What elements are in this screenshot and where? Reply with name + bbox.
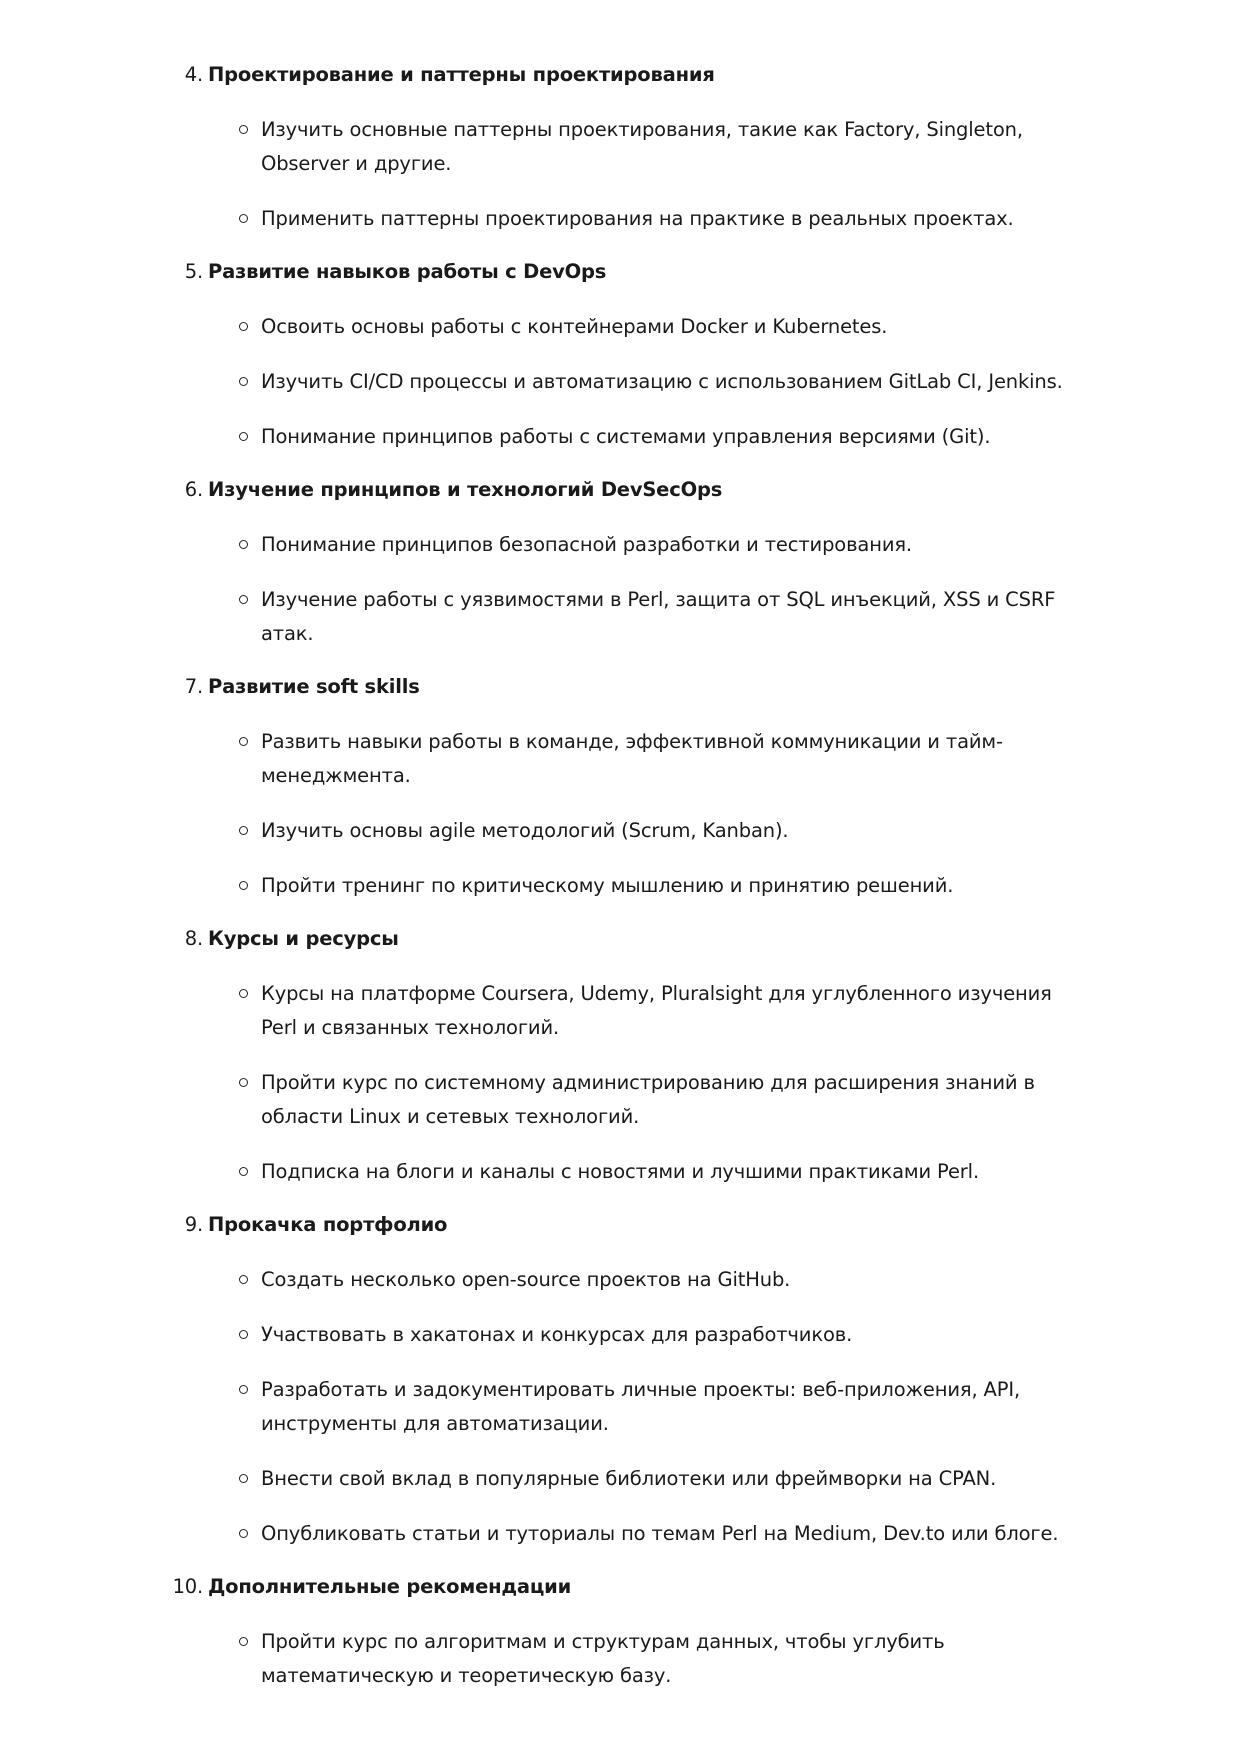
section-number: 4. <box>184 63 203 86</box>
section-title: Изучение принципов и технологий DevSecOps <box>208 478 723 501</box>
document-page <box>0 58 1239 1693</box>
section-heading <box>172 1570 1078 1604</box>
section-number: 10. <box>172 1575 203 1598</box>
hollow-circle-bullet-icon <box>239 1474 248 1483</box>
list-item <box>261 1625 1091 1693</box>
list-item <box>261 977 1091 1045</box>
bullet-list <box>208 977 1078 1189</box>
section-7 <box>184 670 1078 903</box>
hollow-circle-bullet-icon <box>239 432 248 441</box>
list-item <box>261 869 1091 903</box>
list-item <box>261 725 1091 793</box>
list-item-text: Пройти курс по алгоритмам и структурам данных, чтобы углубить математическую и теоретическую базу. <box>261 1630 945 1687</box>
hollow-circle-bullet-icon <box>239 1637 248 1646</box>
section-title: Развитие навыков работы с DevOps <box>208 260 607 283</box>
hollow-circle-bullet-icon <box>239 125 248 134</box>
list-item <box>261 583 1091 651</box>
hollow-circle-bullet-icon <box>239 1529 248 1538</box>
list-item <box>261 365 1091 399</box>
section-title: Развитие soft skills <box>208 675 420 698</box>
list-item-text: Пройти тренинг по критическому мышлению и принятию решений. <box>261 874 954 897</box>
hollow-circle-bullet-icon <box>239 989 248 998</box>
section-4 <box>184 58 1078 236</box>
bullet-list <box>208 1263 1078 1551</box>
section-heading <box>184 473 1078 507</box>
section-8 <box>184 922 1078 1189</box>
list-item-text: Изучить CI/CD процессы и автоматизацию с использованием GitLab CI, Jenkins. <box>261 370 1063 393</box>
list-item-text: Курсы на платформе Coursera, Udemy, Pluralsight для углубленного изучения Perl и связанных технологий. <box>261 982 1052 1039</box>
section-6 <box>184 473 1078 651</box>
hollow-circle-bullet-icon <box>239 377 248 386</box>
section-title: Курсы и ресурсы <box>208 927 399 950</box>
section-number: 7. <box>184 675 203 698</box>
section-heading <box>184 922 1078 956</box>
list-item-text: Пройти курс по системному администрированию для расширения знаний в области Linux и сетевых технологий. <box>261 1071 1035 1128</box>
list-item-text: Создать несколько open-source проектов на GitHub. <box>261 1268 791 1291</box>
list-item-text: Изучение работы с уязвимостями в Perl, защита от SQL инъекций, XSS и CSRF атак. <box>261 588 1056 645</box>
section-title: Прокачка портфолио <box>208 1213 448 1236</box>
bullet-list <box>208 113 1078 236</box>
section-number: 8. <box>184 927 203 950</box>
hollow-circle-bullet-icon <box>239 737 248 746</box>
list-item <box>261 1318 1091 1352</box>
list-item-text: Изучить основные паттерны проектирования, такие как Factory, Singleton, Observer и другие. <box>261 118 1023 175</box>
section-title: Дополнительные рекомендации <box>208 1575 572 1598</box>
section-number: 9. <box>184 1213 203 1236</box>
list-item <box>261 1373 1091 1441</box>
list-item <box>261 420 1091 454</box>
list-item-text: Понимание принципов работы с системами управления версиями (Git). <box>261 425 991 448</box>
list-item-text: Изучить основы agile методологий (Scrum, Kanban). <box>261 819 789 842</box>
section-heading <box>184 670 1078 704</box>
list-item <box>261 1155 1091 1189</box>
hollow-circle-bullet-icon <box>239 322 248 331</box>
list-item-text: Развить навыки работы в команде, эффективной коммуникации и тайм-менеджмента. <box>261 730 1003 787</box>
hollow-circle-bullet-icon <box>239 595 248 604</box>
hollow-circle-bullet-icon <box>239 540 248 549</box>
hollow-circle-bullet-icon <box>239 1167 248 1176</box>
list-item <box>261 528 1091 562</box>
bullet-list <box>208 528 1078 651</box>
section-heading <box>184 1208 1078 1242</box>
list-item-text: Подписка на блоги и каналы с новостями и лучшими практиками Perl. <box>261 1160 979 1183</box>
hollow-circle-bullet-icon <box>239 826 248 835</box>
list-item <box>261 1066 1091 1134</box>
list-item <box>261 310 1091 344</box>
list-item-text: Участвовать в хакатонах и конкурсах для разработчиков. <box>261 1323 853 1346</box>
hollow-circle-bullet-icon <box>239 1078 248 1087</box>
list-item-text: Разработать и задокументировать личные проекты: веб-приложения, API, инструменты для автоматизации. <box>261 1378 1020 1435</box>
section-title: Проектирование и паттерны проектирования <box>208 63 715 86</box>
section-number: 5. <box>184 260 203 283</box>
list-item-text: Применить паттерны проектирования на практике в реальных проектах. <box>261 207 1014 230</box>
list-item-text: Понимание принципов безопасной разработки и тестирования. <box>261 533 912 556</box>
list-item <box>261 1517 1091 1551</box>
hollow-circle-bullet-icon <box>239 1385 248 1394</box>
list-item <box>261 1263 1091 1297</box>
section-heading <box>184 255 1078 289</box>
hollow-circle-bullet-icon <box>239 214 248 223</box>
hollow-circle-bullet-icon <box>239 881 248 890</box>
list-item <box>261 814 1091 848</box>
hollow-circle-bullet-icon <box>239 1330 248 1339</box>
list-item <box>261 202 1091 236</box>
hollow-circle-bullet-icon <box>239 1275 248 1284</box>
bullet-list <box>208 310 1078 454</box>
bullet-list <box>208 1625 1078 1693</box>
section-heading <box>184 58 1078 92</box>
list-item-text: Освоить основы работы с контейнерами Docker и Kubernetes. <box>261 315 888 338</box>
list-item-text: Внести свой вклад в популярные библиотеки или фреймворки на CPAN. <box>261 1467 997 1490</box>
bullet-list <box>208 725 1078 903</box>
section-9 <box>184 1208 1078 1551</box>
section-10 <box>172 1570 1078 1693</box>
list-item <box>261 1462 1091 1496</box>
section-number: 6. <box>184 478 203 501</box>
list-item-text: Опубликовать статьи и туториалы по темам Perl на Medium, Dev.to или блоге. <box>261 1522 1059 1545</box>
list-item <box>261 113 1091 181</box>
section-5 <box>184 255 1078 454</box>
